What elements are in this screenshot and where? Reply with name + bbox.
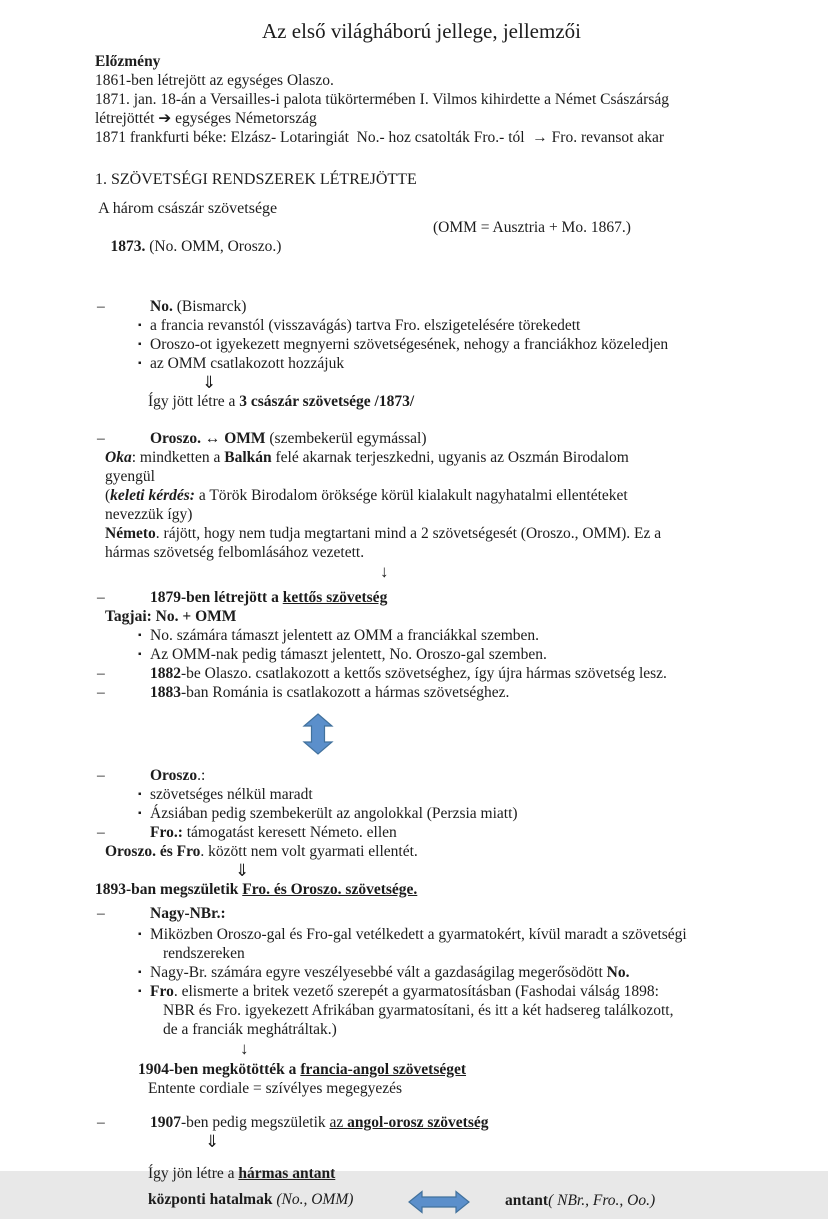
square-bullet: ▪ [138, 630, 142, 641]
bullet-mikozben [95, 925, 768, 944]
text-run: No. [150, 298, 173, 315]
vertical-double-arrow-svg [303, 714, 333, 754]
line-1904 [138, 1060, 768, 1079]
text-run: de a franciák meghátráltak.) [163, 1021, 337, 1038]
square-bullet: ▪ [138, 986, 142, 997]
text-run: 1907 [150, 1114, 181, 1131]
dash-item-fro [95, 823, 768, 842]
dash-bullet: – [97, 589, 105, 606]
text-run: (No. OMM, Oroszo.) [145, 238, 282, 255]
entente-label [505, 1191, 655, 1210]
text-run: Entente cordiale = szívélyes megegyezés [148, 1080, 403, 1097]
text-run: 1879-ben létrejött a [150, 589, 283, 606]
line-oroszo-fro-gyarmat [105, 842, 768, 861]
line-harmas-antant [148, 1164, 768, 1183]
square-bullet: ▪ [138, 967, 142, 978]
arrow-glyph: ⇓ [202, 373, 217, 392]
dash-item-nagy-nbr [95, 904, 768, 923]
text-run: 1871. jan. 18-án a Versailles-i palota tükörtermében I. Vilmos kihirdette a Német Császárság [95, 91, 669, 108]
bullet-azsiaban [95, 804, 768, 823]
text-run: . között nem volt gyarmati ellentét. [200, 843, 418, 860]
year-1873: 1873. [110, 238, 146, 255]
line-tagjai [105, 607, 768, 626]
line-keleti-kerdes [105, 486, 768, 505]
vertical-double-arrow-shape [304, 714, 332, 754]
text-run: . rájött, hogy nem tudja megtartani mind a 2 szövetségesét (Oroszo., OMM). Ez a [155, 525, 662, 542]
text-run: Fro. és Oroszo. szövetsége. [242, 881, 418, 898]
dash-bullet: – [97, 905, 105, 922]
text-run: az [329, 1114, 348, 1131]
text-run: 1861-ben létrejött az egységes Olaszo. [95, 72, 334, 89]
arrow-glyph: ⇓ [235, 861, 250, 880]
line-entente [148, 1079, 768, 1098]
dash-item-oroszo [95, 766, 768, 785]
square-bullet: ▪ [138, 320, 142, 331]
powers-vs-entente-row [95, 1190, 768, 1214]
text-run: kettős szövetség [282, 589, 388, 606]
down-arrow-icon [240, 1039, 768, 1058]
text-run: No. [606, 964, 630, 981]
omm-definition-note: (OMM = Ausztria + Mo. 1867.) [433, 219, 631, 236]
dash-bullet: – [97, 298, 105, 315]
text-run: 1871 frankfurti béke: Elzász- Lotaringiát No.- hoz csatolták Fro.- tól → Fro. revansot akar [95, 129, 665, 146]
intro-line-frankfurt [95, 128, 768, 147]
text-run: keleti kérdés: [110, 487, 195, 504]
text-run: angol-orosz szövetség [347, 1114, 489, 1131]
text-run: nevezzük így) [105, 506, 193, 523]
dash-bullet: – [97, 824, 105, 841]
line-nbr-afrika [163, 1001, 768, 1020]
text-run: Oka [105, 449, 132, 466]
text-run: 3 császár szövetsége /1873/ [239, 393, 415, 410]
text-run: a Török Birodalom öröksége körül kialakult nagyhatalmi ellentéteket [194, 487, 628, 504]
arrow-glyph: ⇓ [205, 1132, 220, 1151]
vertical-double-arrow-icon [303, 714, 768, 754]
line-1893 [95, 880, 768, 899]
text-run: -be Olaszo. csatlakozott a kettős szövetséghez, így újra hármas szövetség lesz. [181, 665, 667, 682]
text-run: 1. SZÖVETSÉGI RENDSZEREK LÉTREJÖTTE [95, 171, 417, 188]
text-run: (szembekerül egymással) [265, 430, 427, 447]
dash-item-no-bismarck [95, 297, 768, 316]
text-run: Németo [105, 525, 156, 542]
doc-title-text: Az első világháború jellege, jellemzői [262, 19, 581, 43]
dash-item-oroszo-omm [95, 429, 768, 448]
text-run: Fro.: [150, 824, 183, 841]
text-run: No. számára támaszt jelentett az OMM a franciákkal szemben. [150, 627, 540, 644]
intro-line-1861 [95, 71, 768, 90]
text-run: ( NBr., Fro., Oo.) [548, 1192, 656, 1209]
intro-line-1871-jan [95, 90, 768, 109]
dash-bullet: – [97, 684, 105, 701]
horizontal-double-arrow-svg [408, 1190, 470, 1214]
text-run: (Bismarck) [172, 298, 247, 315]
text-run: Nagy-NBr.: [150, 905, 226, 922]
text-run: ( [105, 487, 111, 504]
square-bullet: ▪ [138, 358, 142, 369]
bullet-szovetseges-nelkul [95, 785, 768, 804]
text-run: Így jön létre a [148, 1165, 239, 1182]
dash-bullet: – [97, 665, 105, 682]
text-run: Az OMM-nak pedig támaszt jelentett, No. Oroszo-gal szemben. [150, 646, 547, 663]
text-run: -ban Románia is csatlakozott a hármas szövetséghez. [181, 684, 510, 701]
text-run: Ázsiában pedig szembekerült az angolokkal (Perzsia miatt) [150, 805, 518, 822]
dash-bullet: – [97, 430, 105, 447]
section1-heading [95, 170, 768, 189]
line-nevezzuk [105, 505, 768, 524]
text-run: Oroszo. ↔ OMM [150, 430, 266, 447]
line-1873 [95, 218, 768, 294]
text-run: Miközben Oroszo-gal és Fro-gal vetélkedett a gyarmatokért, kívül maradt a szövetségi [150, 926, 687, 943]
arrow-glyph: ↓ [380, 562, 389, 581]
line-gyengul [105, 467, 768, 486]
text-run: Oroszo-ot igyekezett megnyerni szövetségesének, nehogy a franciákhoz közeledjen [150, 336, 669, 353]
square-bullet: ▪ [138, 649, 142, 660]
dash-item-1883 [95, 683, 768, 702]
horizontal-double-arrow-icon [408, 1190, 470, 1219]
text-run: 1882 [150, 665, 181, 682]
text-run: Előzmény [95, 53, 161, 70]
text-run: gyengül [105, 468, 155, 485]
text-run: NBR és Fro. igyekezett Afrikában gyarmatosítani, és itt a két hadsereg találkozott, [163, 1002, 674, 1019]
text-run: francia-angol szövetséget [300, 1061, 467, 1078]
text-run: Fro [150, 983, 174, 1000]
square-bullet: ▪ [138, 808, 142, 819]
text-run: A három császár szövetsége [95, 200, 278, 217]
central-powers-label [148, 1191, 353, 1208]
text-run: létrejöttét ➔ egységes Németország [95, 110, 317, 127]
text-run: Oroszo [150, 767, 198, 784]
text-run: -ben pedig megszületik [181, 1114, 330, 1131]
text-run: . elismerte a britek vezető szerepét a gyarmatosításban (Fashodai válság 1898: [173, 983, 659, 1000]
text-run: Nagy-Br. számára egyre veszélyesebbé vált a gazdaságilag megerősödött [150, 964, 607, 981]
doc-title [75, 18, 768, 44]
text-run: rendszereken [163, 945, 245, 962]
bullet-francia-revans [95, 316, 768, 335]
dash-bullet: – [97, 1114, 105, 1131]
dash-item-1882 [95, 664, 768, 683]
dash-item-1879 [95, 588, 768, 607]
text-run: 1883 [150, 684, 181, 701]
text-run: hármas antant [238, 1165, 336, 1182]
arrow-glyph: ↓ [240, 1039, 249, 1058]
text-run: Balkán [224, 449, 272, 466]
bullet-fro-elismerte [95, 982, 768, 1001]
double-down-arrow-icon [202, 373, 768, 392]
text-run: 1893-ban megszületik [95, 881, 243, 898]
text-run: Így jött létre a [148, 393, 240, 410]
text-run: : mindketten a [131, 449, 225, 466]
square-bullet: ▪ [138, 339, 142, 350]
square-bullet: ▪ [138, 789, 142, 800]
text-run: felé akarnak terjeszkedni, ugyanis az Oszmán Birodalom [271, 449, 629, 466]
text-run: szövetséges nélkül maradt [150, 786, 313, 803]
text-run: a francia revanstól (visszavágás) tartva Fro. elszigetelésére törekedett [150, 317, 581, 334]
dash-bullet: – [97, 767, 105, 784]
intro-heading [95, 52, 768, 71]
text-run: (No., OMM) [276, 1191, 354, 1208]
intro-line-1871-cont [95, 109, 768, 128]
text-run: központi hatalmak [148, 1191, 277, 1208]
text-run: Tagjai: No. + OMM [105, 608, 237, 625]
bullet-oroszo-megnyerni [95, 335, 768, 354]
text-run: .: [197, 767, 206, 784]
line-rendszereken [163, 944, 768, 963]
line-harom-csaszar-eredmeny [148, 392, 768, 411]
text-run: az OMM csatlakozott hozzájuk [150, 355, 345, 372]
text-run: antant [505, 1192, 549, 1209]
bullet-no-tamasz [95, 626, 768, 645]
bullet-omm-tamasz [95, 645, 768, 664]
text-run: 1904-ben megkötötték a [138, 1061, 301, 1078]
line-franciak-meghatraltak [163, 1020, 768, 1039]
double-down-arrow-icon [205, 1132, 768, 1151]
dash-item-1907 [95, 1113, 768, 1132]
square-bullet: ▪ [138, 929, 142, 940]
three-emperors-subheading [95, 199, 768, 218]
bullet-omm-csatlakozott [95, 354, 768, 373]
double-down-arrow-icon [235, 861, 768, 880]
text-run: támogatást keresett Németo. ellen [182, 824, 397, 841]
down-arrow-icon [380, 562, 768, 581]
line-nemeto-rajott [105, 524, 768, 543]
line-oka [105, 448, 768, 467]
text-run: Oroszo. és Fro [105, 843, 201, 860]
text-run: hármas szövetség felbomlásához vezetett. [105, 544, 365, 561]
bullet-nagy-br [95, 963, 768, 982]
line-felbomlas [105, 543, 768, 562]
